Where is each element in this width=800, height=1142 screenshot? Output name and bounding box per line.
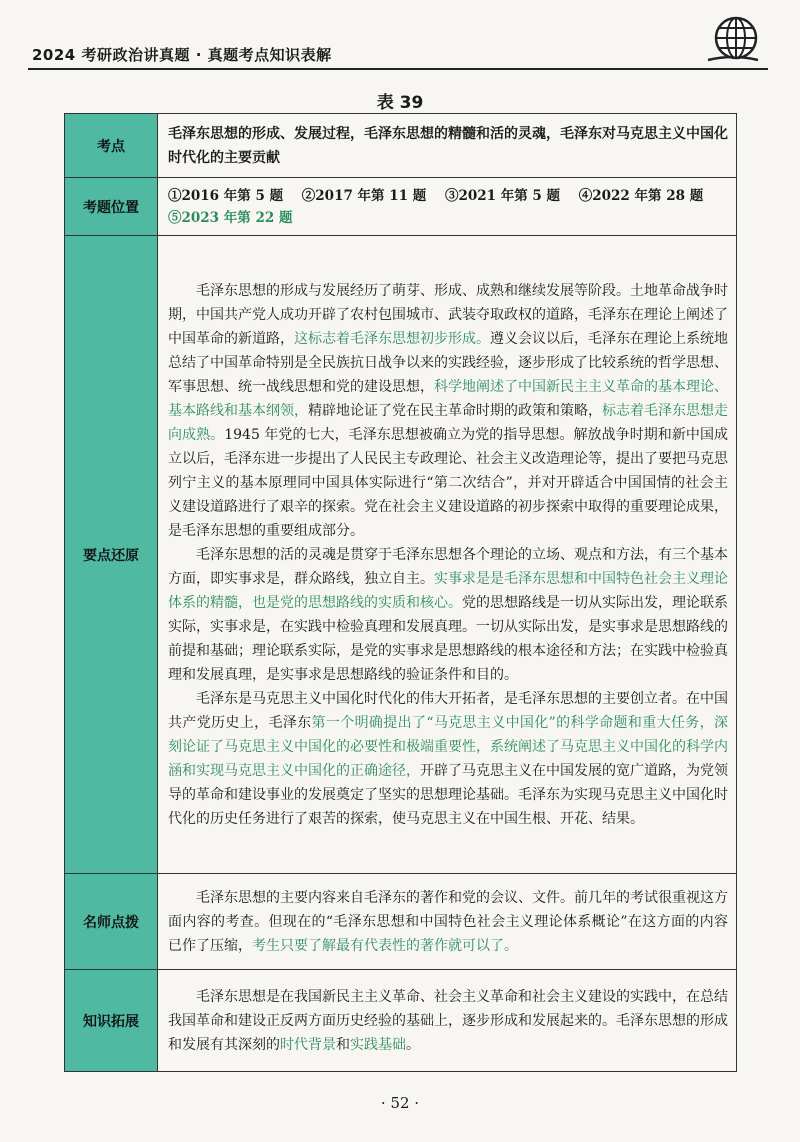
text-span: 遵义会议以后，毛泽东在理论上系统地总结了中国革命特别是全民族抗日战争以来的实践经验，逐步形成了比较系统的哲学思想、军事思想、统一战线思想和党的建设思想， (168, 330, 728, 395)
paragraph-tips (168, 886, 728, 958)
text-span: 开辟了马克思主义在中国发展的宽广道路，为党领导的革命和建设事业的发展奠定了坚实的思想理论基础。毛泽东为实现马克思主义中国化时代化的历史任务进行了艰苦的探索，使马克思主义在中国生根、开花、结果。 (168, 762, 728, 827)
position-item: ①2016 年第 5 题 (168, 187, 284, 204)
paragraph-contribution (168, 687, 728, 831)
highlight-span: 标志着毛泽东思想走向成熟。 (168, 402, 728, 443)
highlight-span: 第一个明确提出了“马克思主义中国化”的科学命题和重大任务，深刻论证了马克思主义中国化的必要性和极端重要性，系统阐述了马克思主义中国化的科学内涵和实现马克思主义中国化的正确途径， (168, 714, 728, 779)
cell-mingshi (158, 874, 737, 970)
text-span: 毛泽东思想的形成与发展经历了萌芽、形成、成熟和继续发展等阶段。土地革命战争时期，中国共产党人成功开辟了农村包围城市、武装夺取政权的道路，毛泽东在理论上阐述了中国革命的新道路， (168, 282, 728, 347)
highlight-span: 时代背景 (280, 1036, 336, 1053)
row-weizhi (65, 178, 737, 236)
paragraph-formation (168, 279, 728, 543)
label-yaodian: 要点还原 (65, 236, 158, 874)
label-mingshi: 名师点拨 (65, 874, 158, 970)
highlight-span: 考生只要了解最有代表性的著作就可以了。 (252, 937, 518, 954)
page-number: · 52 · (380, 1094, 420, 1112)
text-span: 精辟地论证了党在民主革命时期的政策和策略， (308, 402, 602, 419)
text-span: 和 (336, 1036, 350, 1053)
text-span: 。 (406, 1036, 420, 1053)
row-zhishi (65, 970, 737, 1072)
position-item: ⑤2023 年第 22 题 (168, 209, 293, 226)
text-span: 毛泽东思想的主要内容来自毛泽东的著作和党的会议、文件。前几年的考试很重视这方面内容的考查。但现在的“毛泽东思想和中国特色社会主义理论体系概论”在这方面的内容已作了压缩， (168, 889, 728, 954)
page-header (28, 8, 768, 70)
header-rule (28, 68, 768, 70)
label-weizhi: 考题位置 (65, 178, 158, 236)
highlight-span: 实践基础 (350, 1036, 406, 1053)
table-title: 表 39 (376, 93, 424, 113)
text-span: 毛泽东是马克思主义中国化时代化的伟大开拓者，是毛泽东思想的主要创立者。在中国共产党历史上，毛泽东 (168, 690, 728, 731)
text-span: 1945 年党的七大，毛泽东思想被确立为党的指导思想。解放战争时期和新中国成立以后，毛泽东进一步提出了人民民主专政理论、社会主义改造理论等，提出了要把马克思列宁主义的基本原理同中国具体实际进行“第二次结合”，并对开辟适合中国国情的社会主义建设道路进行了艰辛的探索。党在社会主义建设道路的初步探索中取得的重要理论成果，是毛泽东思想的重要组成部分。 (168, 426, 729, 539)
text-span: 党的思想路线是一切从实际出发，理论联系实际，实事求是，在实践中检验真理和发展真理。一切从实际出发，是实事求是思想路线的前提和基础；理论联系实际，是党的实事求是思想路线的根本途径和方法；在实践中检验真理和发展真理，是实事求是思想路线的验证条件和目的。 (168, 594, 728, 683)
position-list (168, 207, 728, 229)
cell-weizhi (158, 178, 737, 236)
label-zhishi: 知识拓展 (65, 970, 158, 1072)
knowledge-table (64, 113, 737, 1072)
highlight-span: 科学地阐述了中国新民主主义革命的基本理论、基本路线和基本纲领， (168, 378, 728, 419)
row-mingshi (65, 874, 737, 970)
position-list (168, 185, 728, 207)
highlight-span: 这标志着毛泽东思想初步形成。 (294, 330, 490, 347)
position-item: ③2021 年第 5 题 (444, 187, 561, 204)
cell-kaodian (158, 114, 737, 178)
text-span: 毛泽东思想的活的灵魂是贯穿于毛泽东思想各个理论的立场、观点和方法，有三个基本方面，即实事求是，群众路线，独立自主。 (168, 546, 728, 587)
row-kaodian (65, 114, 737, 178)
paragraph-soul (168, 543, 728, 687)
cell-zhishi (158, 970, 737, 1072)
highlight-span: 实事求是是毛泽东思想和中国特色社会主义理论体系的精髓，也是党的思想路线的实质和核心。 (168, 570, 728, 611)
position-item: ②2017 年第 11 题 (301, 187, 427, 204)
header-title: 2024 考研政治讲真题 · 真题考点知识表解 (32, 46, 332, 64)
text-span: 毛泽东思想是在我国新民主主义革命、社会主义革命和社会主义建设的实践中，在总结我国革命和建设正反两方面历史经验的基础上，逐步形成和发展起来的。毛泽东思想的形成和发展有其深刻的 (168, 988, 728, 1053)
cell-yaodian (158, 236, 737, 874)
paragraph-extension (168, 985, 728, 1057)
row-yaodian (65, 236, 737, 874)
label-kaodian: 考点 (65, 114, 158, 178)
kaodian-text: 毛泽东思想的形成、发展过程，毛泽东思想的精髓和活的灵魂，毛泽东对马克思主义中国化时代化的主要贡献 (168, 125, 728, 166)
globe-icon (704, 14, 762, 66)
position-item: ④2022 年第 28 题 (578, 187, 704, 204)
